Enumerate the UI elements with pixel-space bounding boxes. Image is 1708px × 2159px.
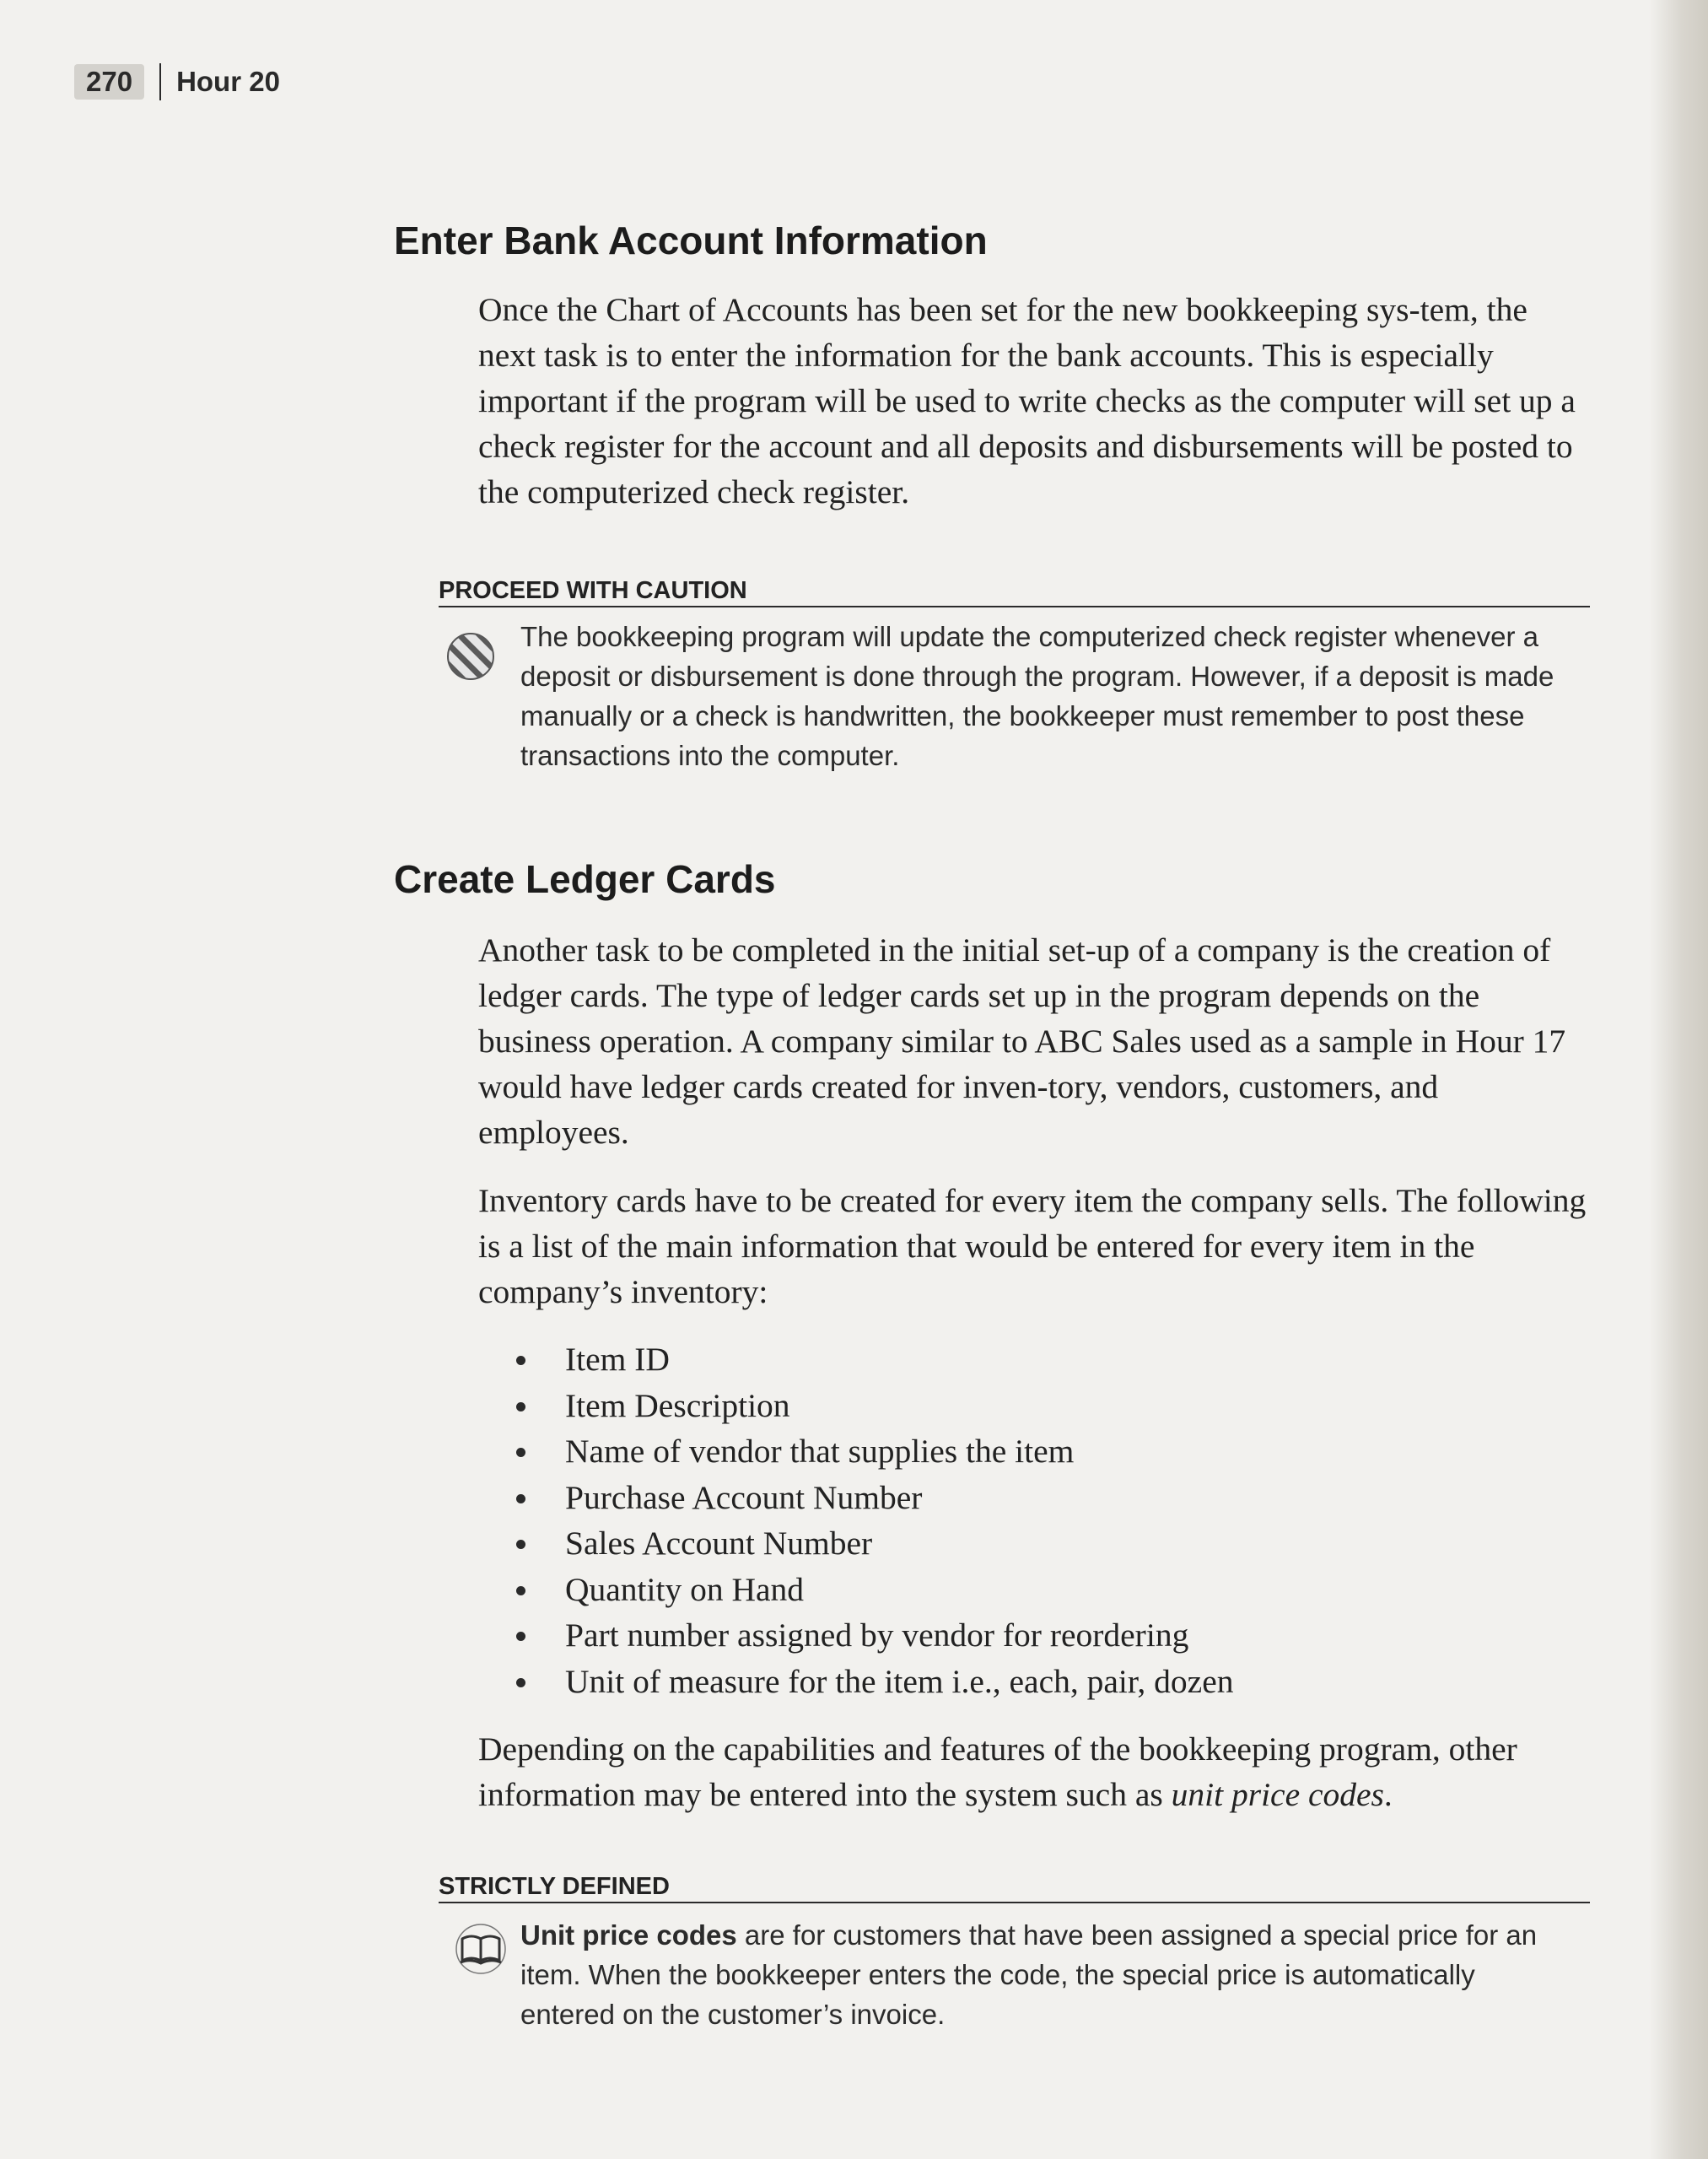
definition-body: are for customers that have been assigned a special price for an item. When the bookkeeper enters the code, the special price is automatically entered on the customer’s invoice. (520, 1919, 1538, 2030)
page-edge-shadow (1649, 0, 1708, 2159)
capabilities-paragraph (478, 1726, 1592, 1817)
page-number: 270 (74, 64, 144, 100)
list-item: Purchase Account Number (506, 1475, 1234, 1521)
list-item: Sales Account Number (506, 1520, 1234, 1567)
header-divider (159, 63, 161, 100)
list-item: Item ID (506, 1336, 1234, 1383)
definition-text (520, 1915, 1571, 2034)
unit-price-codes-emphasis: unit price codes (1171, 1776, 1384, 1813)
capabilities-end: . (1383, 1776, 1393, 1813)
list-item: Item Description (506, 1383, 1234, 1429)
section-heading-ledger-cards: Create Ledger Cards (394, 857, 776, 901)
section-heading-bank-account: Enter Bank Account Information (394, 219, 988, 262)
list-item: Part number assigned by vendor for reordering (506, 1612, 1234, 1659)
inventory-paragraph: Inventory cards have to be created for every item the company sells. The following is a list of the main information that would be entered for every item in the company’s inventory: (478, 1182, 1587, 1310)
caution-text: The bookkeeping program will update the computerized check register whenever a deposit or disbursement is done through the program. However, if a deposit is made manually or a check is handwritten, the bookkeeper must remember to post these transactions into the computer. (520, 621, 1554, 771)
list-item: Quantity on Hand (506, 1567, 1234, 1613)
list-item: Name of vendor that supplies the item (506, 1428, 1234, 1475)
caution-icon (445, 631, 496, 682)
caution-callout-label: PROCEED WITH CAUTION (439, 575, 1590, 607)
bank-account-paragraph: Once the Chart of Accounts has been set for the new bookkeeping sys-tem, the next task is to enter the information for the bank accounts. This is especially important if the program will be used to write checks as the computer will set up a check register for the account and all deposits and disbursements will be posted to the computerized check register. (478, 291, 1576, 510)
inventory-fields-list (506, 1336, 1234, 1704)
list-item: Unit of measure for the item i.e., each, pair, dozen (506, 1659, 1234, 1705)
capabilities-text: Depending on the capabilities and features of the bookkeeping program, other information may be entered into the system such as (478, 1730, 1517, 1813)
running-head (74, 61, 280, 103)
defined-term: Unit price codes (520, 1919, 737, 1951)
book-icon (454, 1922, 508, 1976)
ledger-cards-paragraph: Another task to be completed in the initial set-up of a company is the creation of ledger cards. The type of ledger cards set up in the program depends on the business operation. A company similar to ABC Sales used as a sample in Hour 17 would have ledger cards created for inven-tory, vendors, customers, and employees. (478, 931, 1566, 1151)
definition-callout-label: STRICTLY DEFINED (439, 1871, 1590, 1903)
chapter-label: Hour 20 (176, 66, 280, 97)
